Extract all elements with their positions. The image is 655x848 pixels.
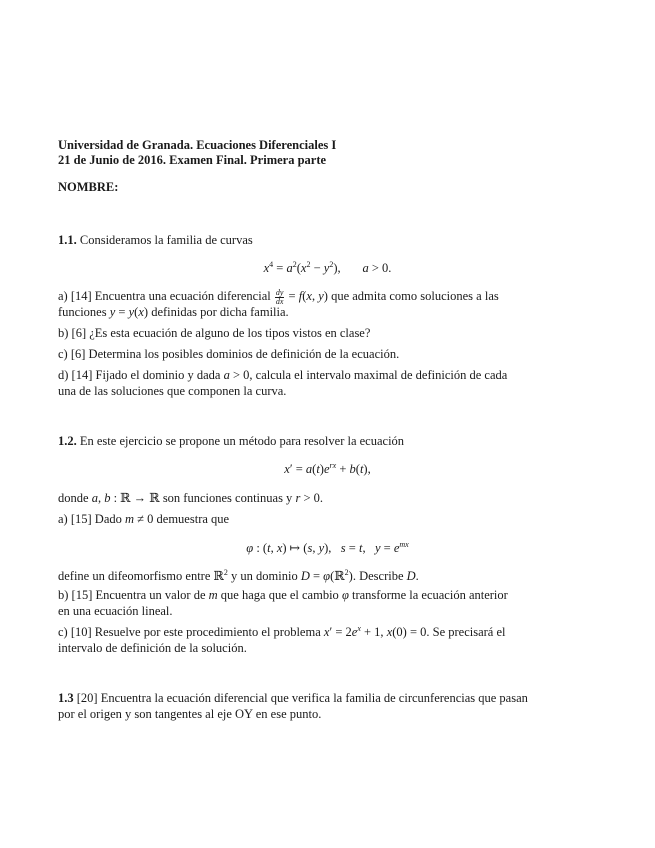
exercise-1-2-define: define un difeomorfismo entre ℝ$^2$ y un dominio D = φ(ℝ$^2$). Describe D. [58,568,419,583]
part-d-text-2: , calcula el intervalo maximal de definición de cada [249,368,508,382]
exam-date-title: 21 de Junio de 2016. Examen Final. Primera parte [58,153,327,167]
part-c-text: c) [10] Resuelve por este procedimiento el problema [58,625,321,639]
part-c-text-2: . Se precisará el [426,625,506,639]
part-b-text-2: que haga que el cambio [220,588,339,602]
part-a-text-2: demuestra que [156,512,230,526]
exercise-1-1-part-a-cont: funciones y = y(x) definidas por dicha familia. [58,305,289,319]
part-d-text: d) [14] Fijado el dominio y dada [58,368,221,382]
part-a-text-2: que admita como soluciones a las [331,289,499,303]
part-a-text-3: funciones [58,305,107,319]
define-text: define un difeomorfismo entre [58,569,211,583]
part-a-text: a) [15] Dado [58,512,122,526]
exercise-1-3 [58,690,578,706]
define-text-3: . Describe [352,569,404,583]
curve-family-equation: $x^4 = a^2(x^2 - y^2)$, a > 0. [263,260,392,275]
exercise-number: 1.3 [58,691,74,705]
ode-equation: $x' = a(t)e^{rx} + b(t)$, [284,461,371,476]
part-b-text-3: transforme la ecuación anterior [351,588,508,602]
part-a-text-4: definidas por dicha familia. [151,305,289,319]
exercise-1-2-part-c: c) [10] Resuelve por este procedimiento el problema $x' = 2e^x + 1$, x(0) = 0. Se precisará el [58,624,506,639]
exercise-1-2-part-c-cont: intervalo de definición de la solución. [58,641,247,655]
donde-text-2: son funciones continuas y [162,491,293,505]
part-b-text: b) [15] Encuentra un valor de [58,588,206,602]
exercise-1-1-part-d: d) [14] Fijado el dominio y dada a > 0, calcula el intervalo maximal de definición de cada [58,368,508,382]
exercise-number: 1.1. [58,233,77,247]
dy-dx-fraction: $\frac{dy}{dx}$ [275,287,284,306]
exercise-1-2-part-a: a) [15] Dado m ≠ 0 demuestra que [58,512,230,526]
define-text-2: y un dominio [231,569,298,583]
exercise-1-1-part-b: b) [6] ¿Es esta ecuación de alguno de los tipos vistos en clase? [58,326,371,340]
exercise-1-1-intro [58,232,578,248]
exercise-text: Consideramos la familia de curvas [79,233,253,247]
exercise-1-2-part-b: b) [15] Encuentra un valor de m que haga que el cambio φ transforme la ecuación anterior [58,588,508,602]
transformation-equation: φ : (t, x) ↦ (s, y), s = t, $y = e^{mx}$ [246,540,409,555]
exercise-1-2-intro [58,433,578,449]
exercise-1-3-cont: por el origen y son tangentes al eje OY en ese punto. [58,707,322,721]
name-label: NOMBRE: [58,180,119,194]
exercise-1-1-part-c: c) [6] Determina los posibles dominios de definición de la ecuación. [58,347,400,361]
exercise-1-1-part-a: a) [14] Encuentra una ecuación diferencial $\frac{dy}{dx}$ = f(x, y) que admita como soluciones a las [58,287,499,306]
exercise-1-1-part-d-cont: una de las soluciones que componen la curva. [58,384,287,398]
exercise-number: 1.2. [58,434,77,448]
university-title: Universidad de Granada. Ecuaciones Diferenciales I [58,138,337,152]
exercise-1-2-part-b-cont: en una ecuación lineal. [58,604,173,618]
exercise-1-2-donde: donde a, b : ℝ → ℝ son funciones continuas y r > 0. [58,491,323,505]
exercise-text: [20] Encuentra la ecuación diferencial que verifica la familia de circunferencias que pasan [76,691,528,705]
equation-condition: > 0. [371,261,392,275]
exercise-text: En este ejercicio se propone un método para resolver la ecuación [79,434,405,448]
part-a-text: a) [14] Encuentra una ecuación diferencial [58,289,271,303]
donde-text: donde [58,491,89,505]
